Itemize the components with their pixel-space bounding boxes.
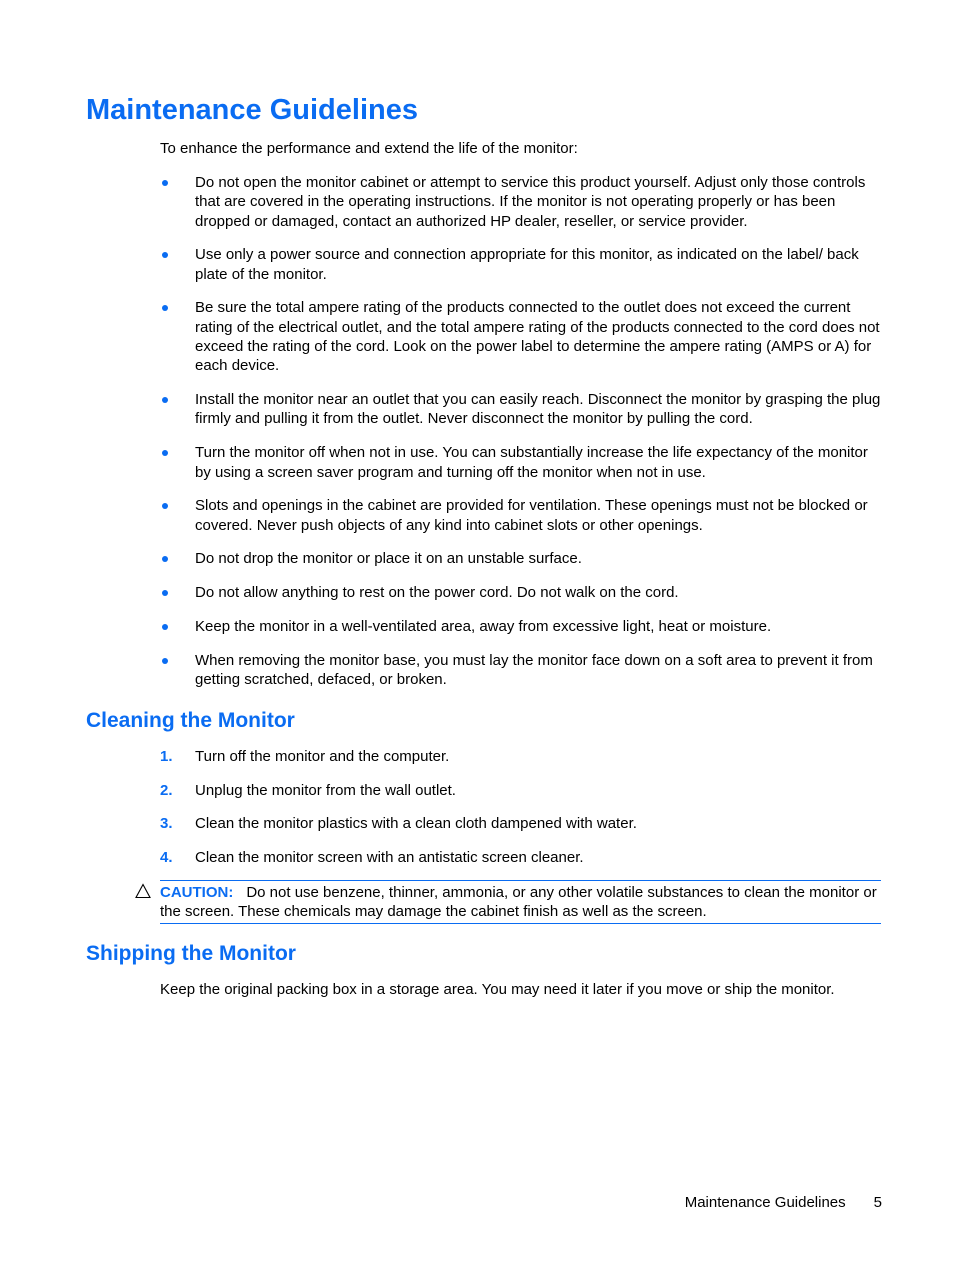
- list-item: [160, 848, 882, 867]
- list-item: [160, 747, 882, 766]
- page-footer: [685, 1193, 882, 1212]
- list-item: [160, 173, 882, 231]
- caution-label: CAUTION:: [160, 884, 234, 901]
- list-item-text: Be sure the total ampere rating of the products connected to the outlet does not exceed the current rating of the electrical outlet, and the total ampere rating of the products connected to the cord does not exceed the rating of the cord. Look on the power label to determine the ampere rating (AMPS or A) for each device.: [195, 299, 880, 375]
- step-number: 2.: [160, 781, 173, 799]
- list-item-text: Use only a power source and connection appropriate for this monitor, as indicated on the label/ back plate of the monitor.: [195, 246, 859, 283]
- list-item: [160, 298, 882, 375]
- list-item: [160, 781, 882, 800]
- guidelines-list: [160, 173, 882, 704]
- list-item: [160, 245, 882, 284]
- cleaning-section-title: Cleaning the Monitor: [86, 709, 295, 732]
- list-item: [160, 390, 882, 429]
- bullet-icon: [162, 305, 168, 311]
- list-item: [160, 583, 882, 602]
- bullet-icon: [162, 503, 168, 509]
- list-item: [160, 651, 882, 690]
- list-item-text: Do not drop the monitor or place it on an unstable surface.: [195, 550, 582, 568]
- caution-text: Do not use benzene, thinner, ammonia, or any other volatile substances to clean the monitor or the screen. These chemicals may damage the cabinet finish as well as the screen.: [160, 884, 877, 921]
- shipping-text: Keep the original packing box in a storage area. You may need it later if you move or ship the monitor.: [160, 981, 835, 998]
- footer-section-name: Maintenance Guidelines: [684, 1194, 846, 1211]
- list-item-text: Do not open the monitor cabinet or attempt to service this product yourself. Adjust only those controls that are covered in the operating instructions. If the monitor is not operating properly or has been dropped or damaged, contact an authorized HP dealer, reseller, or service provider.: [195, 174, 866, 230]
- page-number: 5: [873, 1194, 882, 1211]
- list-item: [160, 549, 882, 568]
- cleaning-steps-list: [160, 747, 882, 881]
- shipping-section-title: Shipping the Monitor: [86, 942, 296, 965]
- step-number: 4.: [160, 848, 173, 866]
- step-text: Turn off the monitor and the computer.: [195, 748, 450, 765]
- step-number: 3.: [160, 815, 173, 833]
- step-text: Clean the monitor screen with an antistatic screen cleaner.: [195, 848, 584, 866]
- bullet-icon: [162, 252, 168, 258]
- step-number: 1.: [160, 748, 173, 765]
- bullet-icon: [162, 624, 168, 630]
- step-text: Unplug the monitor from the wall outlet.: [195, 781, 456, 799]
- bullet-icon: [162, 397, 168, 403]
- list-item-text: Keep the monitor in a well-ventilated area, away from excessive light, heat or moisture.: [195, 618, 772, 636]
- warning-triangle-icon: [135, 883, 151, 899]
- bullet-icon: [162, 590, 168, 596]
- list-item-text: Do not allow anything to rest on the power cord. Do not walk on the cord.: [195, 584, 679, 602]
- list-item-text: Install the monitor near an outlet that you can easily reach. Disconnect the monitor by grasping the plug firmly and pulling it from the outlet. Never disconnect the monitor by pulling the cord.: [195, 391, 881, 428]
- bullet-icon: [162, 658, 168, 664]
- page-title: Maintenance Guidelines: [86, 94, 418, 126]
- list-item: [160, 814, 882, 833]
- list-item: [160, 443, 882, 482]
- list-item-text: Turn the monitor off when not in use. You can substantially increase the life expectancy of the monitor by using a screen saver program and turning off the monitor when not in use.: [195, 444, 868, 481]
- list-item: [160, 496, 882, 535]
- list-item: [160, 617, 882, 636]
- list-item-text: Slots and openings in the cabinet are provided for ventilation. These openings must not be blocked or covered. Never push objects of any kind into cabinet slots or other openings.: [195, 497, 868, 534]
- intro-text: To enhance the performance and extend the life of the monitor:: [160, 140, 578, 157]
- bullet-icon: [162, 180, 168, 186]
- bullet-icon: [162, 556, 168, 562]
- step-text: Clean the monitor plastics with a clean cloth dampened with water.: [195, 815, 637, 833]
- caution-note: [160, 880, 881, 924]
- bullet-icon: [162, 450, 168, 456]
- list-item-text: When removing the monitor base, you must lay the monitor face down on a soft area to prevent it from getting scratched, defaced, or broken.: [195, 651, 873, 689]
